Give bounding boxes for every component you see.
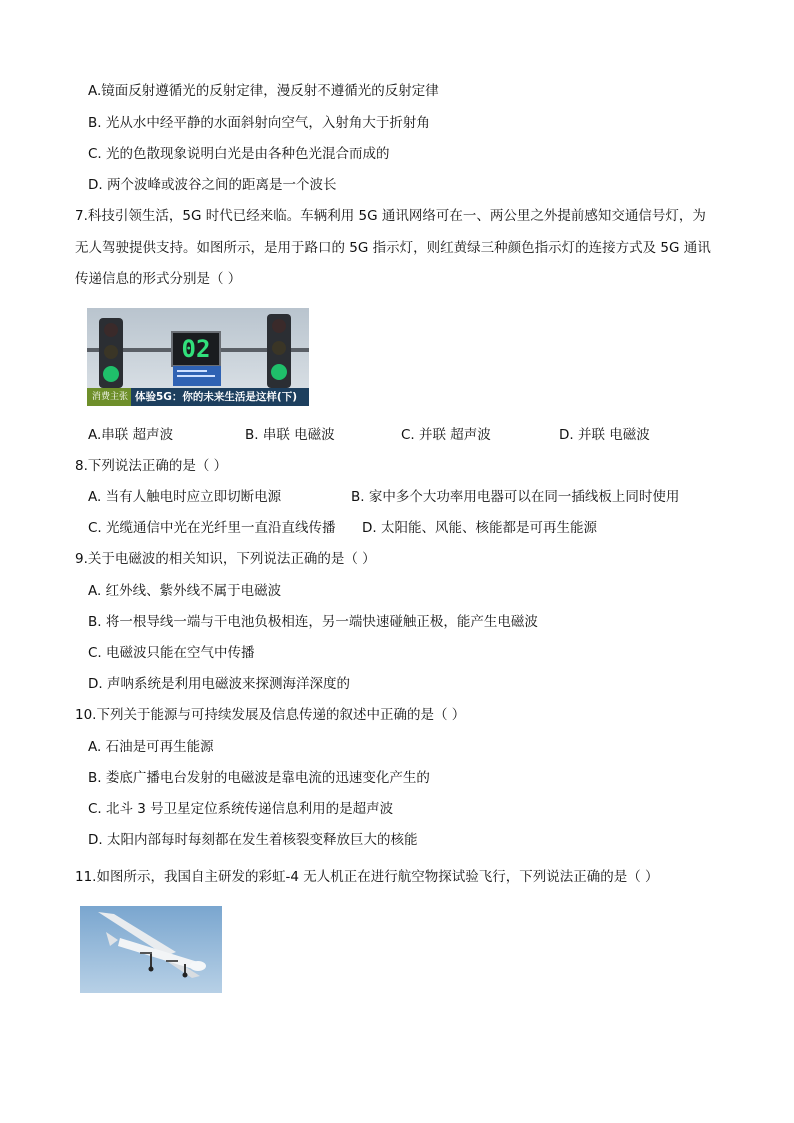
- q6-option-c: C. 光的色散现象说明白光是由各种色光混合而成的: [88, 146, 390, 162]
- q10-stem: 10.下列关于能源与可持续发展及信息传递的叙述中正确的是（ ）: [75, 707, 466, 723]
- q10-option-c: C. 北斗 3 号卫星定位系统传递信息利用的是超声波: [88, 801, 394, 817]
- q7-option-d: D. 并联 电磁波: [559, 427, 650, 443]
- q8-options-row-1: [88, 487, 728, 507]
- q7-option-a: A.串联 超声波: [88, 427, 174, 443]
- q6-option-a: A.镜面反射遵循光的反射定律，漫反射不遵循光的反射定律: [88, 83, 439, 99]
- q7-stem-line-2: 无人驾驶提供支持。如图所示，是用于路口的 5G 指示灯，则红黄绿三种颜色指示灯的连接方式及 5G 通讯: [75, 240, 711, 256]
- q8-option-a: A. 当有人触电时应立即切断电源: [88, 489, 282, 505]
- figure-caption: 体验5G：你的未来生活是这样(下): [135, 391, 298, 403]
- q9-option-d: D. 声呐系统是利用电磁波来探测海洋深度的: [88, 676, 350, 692]
- q10-option-d: D. 太阳内部每时每刻都在发生着核裂变释放巨大的核能: [88, 832, 418, 848]
- q10-option-b: B. 娄底广播电台发射的电磁波是靠电流的迅速变化产生的: [88, 770, 430, 786]
- q8-option-d: D. 太阳能、风能、核能都是可再生能源: [362, 520, 597, 536]
- left-traffic-light: [99, 318, 123, 388]
- q11-stem: 11.如图所示，我国自主研发的彩虹-4 无人机正在进行航空物探试验飞行，下列说法正确的是（ ）: [75, 869, 659, 885]
- q9-option-c: C. 电磁波只能在空气中传播: [88, 645, 255, 661]
- q6-option-b: B. 光从水中经平静的水面斜射向空气，入射角大于折射角: [88, 115, 430, 131]
- q6-option-d: D. 两个波峰或波谷之间的距离是一个波长: [88, 177, 337, 193]
- caption-tag: 消费主张: [91, 392, 128, 402]
- q9-option-b: B. 将一根导线一端与干电池负极相连，另一端快速碰触正极，能产生电磁波: [88, 614, 538, 630]
- q7-stem-line-3: 传递信息的形式分别是（ ）: [75, 271, 242, 287]
- q8-options-row-2: [88, 518, 728, 538]
- q8-stem: 8.下列说法正确的是（ ）: [75, 458, 228, 474]
- drone-illustration: [80, 906, 222, 993]
- right-traffic-light: [267, 314, 291, 388]
- q8-option-b: B. 家中多个大功率用电器可以在同一插线板上同时使用: [351, 489, 680, 505]
- q7-option-b: B. 串联 电磁波: [245, 427, 335, 443]
- q7-option-c: C. 并联 超声波: [401, 427, 491, 443]
- q9-stem: 9.关于电磁波的相关知识，下列说法正确的是（ ）: [75, 551, 376, 567]
- q7-stem-line-1: 7.科技引领生活，5G 时代已经来临。车辆利用 5G 通讯网络可在一、两公里之外提前感知交通信号灯，为: [75, 208, 706, 224]
- q10-option-a: A. 石油是可再生能源: [88, 739, 214, 755]
- q11-drone-figure: [80, 906, 222, 993]
- q7-traffic-light-figure: [87, 308, 309, 406]
- countdown-number: 02: [181, 335, 211, 363]
- q7-options-row: [88, 425, 728, 445]
- q8-option-c: C. 光缆通信中光在光纤里一直沿直线传播: [88, 520, 336, 536]
- q9-option-a: A. 红外线、紫外线不属于电磁波: [88, 583, 282, 599]
